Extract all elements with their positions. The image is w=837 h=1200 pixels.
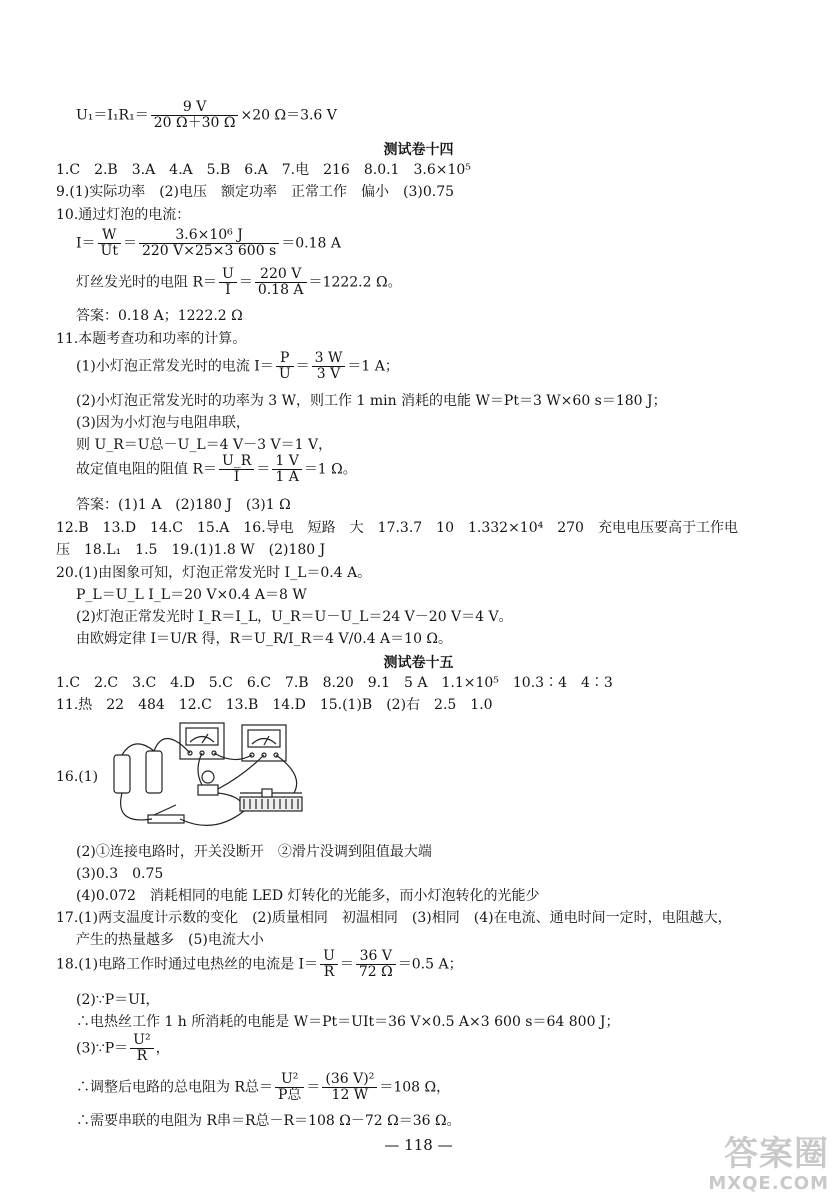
answers-line: 17.(1)两支温度计示数的变化 (2)质量相同 初温相同 (3)相同 (4)在电流、通电时间一定时，电阻越大，: [56, 910, 732, 926]
eq-lhs: U₁＝I₁R₁＝: [76, 107, 149, 124]
equation: 18.(1)电路工作时通过电热丝的电流是 I＝ $\frac{U}{R}$ ＝ $\frac{36 V}{72 \Omega}$ ＝0.5 A；: [56, 948, 463, 980]
answers-line: (2)小灯泡正常发光时的功率为 3 W，则工作 1 min 消耗的电能 W＝Pt＝3 W×60 s＝180 J；: [76, 393, 667, 409]
section-title-test14: 测试卷十四: [383, 142, 454, 158]
answers-line: 1.C 2.B 3.A 4.A 5.B 6.A 7.电 216 8.0.1 3.6×10⁵: [56, 162, 471, 178]
answers-line: 16.(1): [56, 769, 99, 785]
equation: ∴调整后电路的总电阻为 R总＝ $\frac{\text{U²}}{\text{P总}}$ ＝ $\frac{\text{(36 V)²}}{12 W}$ ＝108 Ω，: [76, 1071, 451, 1103]
answers-line: ∴电热丝工作 1 h 所消耗的电能是 W＝Pt＝UIt＝36 V×0.5 A×3 600 s＝64 800 J；: [76, 1014, 620, 1030]
answer-summary: 答案：0.18 A；1222.2 Ω: [76, 308, 243, 324]
watermark-logo: 答案圈: [724, 1134, 829, 1174]
eq-rest: ×20 Ω＝3.6 V: [240, 107, 337, 124]
answers-line: 则 U_R＝U总－U_L＝4 V－3 V＝1 V，: [76, 437, 333, 453]
answers-line: ∴需要串联的电阻为 R串＝R总－R＝108 Ω－72 Ω＝36 Ω。: [76, 1113, 461, 1129]
equation-top: [76, 100, 337, 131]
equation: (3)∵P＝ $\frac{\text{U²}}{R}$ ，: [76, 1032, 170, 1064]
answers-line: 10.通过灯泡的电流：: [56, 207, 191, 223]
answers-line: 由欧姆定律 I＝U/R 得，R＝U_R/I_R＝4 V/0.4 A＝10 Ω。: [76, 631, 453, 647]
answers-line: P_L＝U_L I_L＝20 V×0.4 A＝8 W: [76, 587, 307, 603]
watermark: [708, 1135, 829, 1194]
answers-line: 11.本题考查功和功率的计算。: [56, 331, 247, 347]
answers-line: (2)灯泡正常发光时 I_R＝I_L，U_R＝U－U_L＝24 V－20 V＝4 V。: [76, 609, 513, 625]
fraction: $\frac{9 V}{20 \Omega+30 \Omega}$: [151, 100, 239, 131]
section-title-test15: 测试卷十五: [383, 655, 454, 671]
answers-line: (3)0.3 0.75: [76, 866, 164, 882]
page-number: — 118 —: [384, 1136, 453, 1154]
equation: I＝ $\frac{W}{Ut}$ ＝ $\frac{\text{3.6×10⁶ J}}{220 V\times 25\times 3 600 s}$ ＝0.18 A: [76, 227, 341, 259]
answers-line: (4)0.072 消耗相同的电能 LED 灯转化的光能多，而小灯泡转化的光能少: [76, 888, 540, 904]
answers-line: (2)∵P＝UI，: [76, 992, 160, 1008]
answers-line: 11.热 22 484 12.C 13.B 14.D 15.(1)B (2)右 2.5 1.0: [56, 697, 493, 713]
circuit-diagram: [94, 715, 324, 840]
switch: [148, 805, 184, 823]
answers-line: 压 18.L₁ 1.5 19.(1)1.8 W (2)180 J: [56, 542, 326, 558]
equation: (1)小灯泡正常发光时的电流 I＝ $\frac{P}{U}$ ＝ $\frac{3 W}{3 V}$ ＝1 A；: [76, 350, 399, 382]
wire: [180, 811, 244, 825]
battery-1: [114, 755, 130, 793]
answers-line: 9.(1)实际功率 (2)电压 额定功率 正常工作 偏小 (3)0.75: [56, 184, 455, 200]
answers-line: (2)①连接电路时，开关没断开 ②滑片没调到阻值最大端: [76, 844, 432, 860]
watermark-url: MXQE.COM: [708, 1173, 829, 1194]
wire: [121, 793, 152, 820]
answers-line: 12.B 13.D 14.C 15.A 16.导电 短路 大 17.3.7 10 1.332×10⁴ 270 充电电压要高于工作电: [56, 520, 738, 536]
answers-line: 1.C 2.C 3.C 4.D 5.C 6.C 7.B 8.20 9.1 5 A 1.1×10⁵ 10.3∶4 4∶3: [56, 675, 613, 691]
battery-2: [146, 751, 162, 793]
answers-line: (3)因为小灯泡与电阻串联，: [76, 415, 250, 431]
answers-line: 20.(1)由图象可知，灯泡正常发光时 I_L＝0.4 A。: [56, 565, 372, 581]
answers-line: 产生的热量越多 (5)电流大小: [76, 932, 264, 948]
equation: 灯丝发光时的电阻 R＝ $\frac{U}{I}$ ＝ $\frac{220 V}{0.18 A}$ ＝1222.2 Ω。: [76, 266, 402, 298]
wire: [218, 793, 240, 801]
answer-summary: 答案：(1)1 A (2)180 J (3)1 Ω: [76, 497, 291, 513]
equation: 故定值电阻的阻值 R＝ $\frac{U\_R}{I}$ ＝ $\frac{1 V}{1 A}$ ＝1 Ω。: [76, 453, 357, 485]
rheostat: [240, 789, 302, 811]
